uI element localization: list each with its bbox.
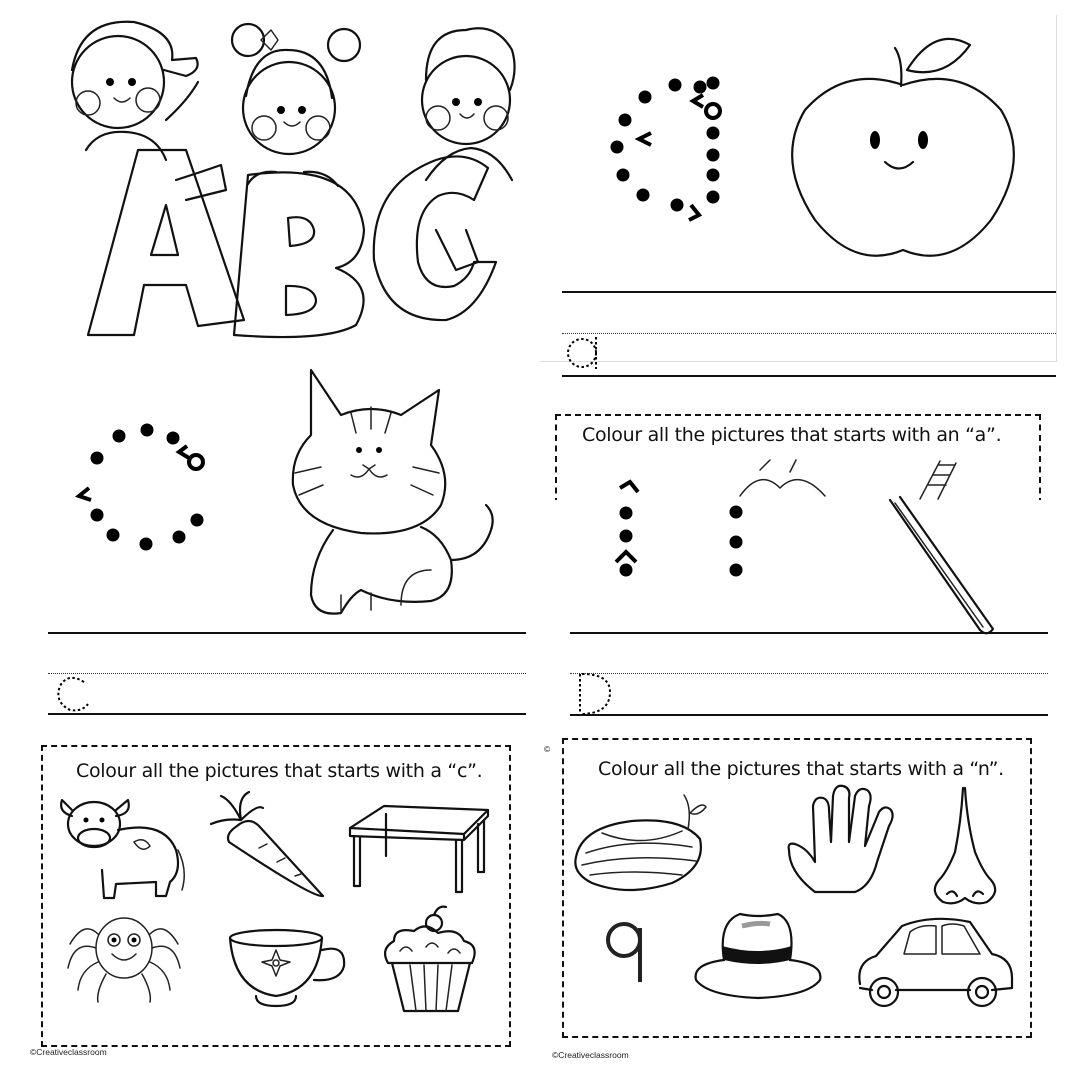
- writing-baseline-lower: [570, 714, 1048, 716]
- writing-midline: [562, 333, 1056, 334]
- credit-text: ©Creativeclassroom: [30, 1047, 107, 1057]
- instruction-text: Colour all the pictures that starts with a “c”.: [76, 760, 483, 782]
- abc-kids-drawing: [26, 0, 526, 340]
- letter-c-tracing-card: [26, 340, 526, 725]
- tracing-letter-c: [71, 420, 231, 570]
- writing-baseline: [562, 291, 1056, 293]
- writing-baseline: [570, 632, 1048, 634]
- fragment-credit: ©: [544, 744, 551, 754]
- abc-kids-illustration: [26, 0, 526, 340]
- car-icon: [852, 912, 1022, 1022]
- letter-q-drawing: [602, 912, 648, 992]
- small-tracing-c: [50, 672, 100, 717]
- lollipop-stick-icon: [885, 495, 1005, 645]
- cat-icon: [281, 355, 521, 625]
- cup-icon: [226, 920, 356, 1030]
- colour-a-worksheet: [540, 400, 1058, 760]
- hat-icon: [688, 902, 828, 1002]
- table-icon: [346, 800, 496, 910]
- hand-icon: [785, 782, 905, 902]
- carrot-icon: [201, 790, 331, 900]
- colour-c-worksheet: [26, 738, 526, 1070]
- tracing-letter-l-right: [716, 500, 756, 610]
- ladder-icon-partial: [900, 455, 980, 500]
- letter-a-tracing-card: [540, 15, 1058, 375]
- instruction-text: Colour all the pictures that starts with an “a”.: [582, 424, 1002, 446]
- credit-text: ©Creativeclassroom: [552, 1050, 629, 1060]
- tracing-letter-a: [585, 75, 785, 225]
- small-tracing-a: [564, 333, 614, 378]
- cupcake-icon: [378, 903, 488, 1023]
- instruction-text: Colour all the pictures that starts with a “n”.: [598, 758, 1004, 780]
- nest-icon: [572, 787, 722, 897]
- tracing-letter-l-left: [606, 478, 666, 588]
- nose-icon: [925, 782, 1025, 912]
- spider-icon: [64, 910, 194, 1020]
- writing-midline: [570, 673, 1048, 674]
- writing-baseline: [48, 632, 526, 634]
- writing-baseline-lower: [48, 713, 526, 715]
- writing-midline: [48, 673, 526, 674]
- cow-icon: [54, 790, 194, 900]
- writing-baseline-lower: [562, 375, 1056, 377]
- small-tracing-l: [570, 670, 620, 720]
- letter-q-icon: [602, 912, 648, 992]
- ant-icon-partial: [730, 458, 850, 498]
- apple-icon: [785, 30, 1035, 260]
- colour-n-worksheet: [540, 732, 1058, 1070]
